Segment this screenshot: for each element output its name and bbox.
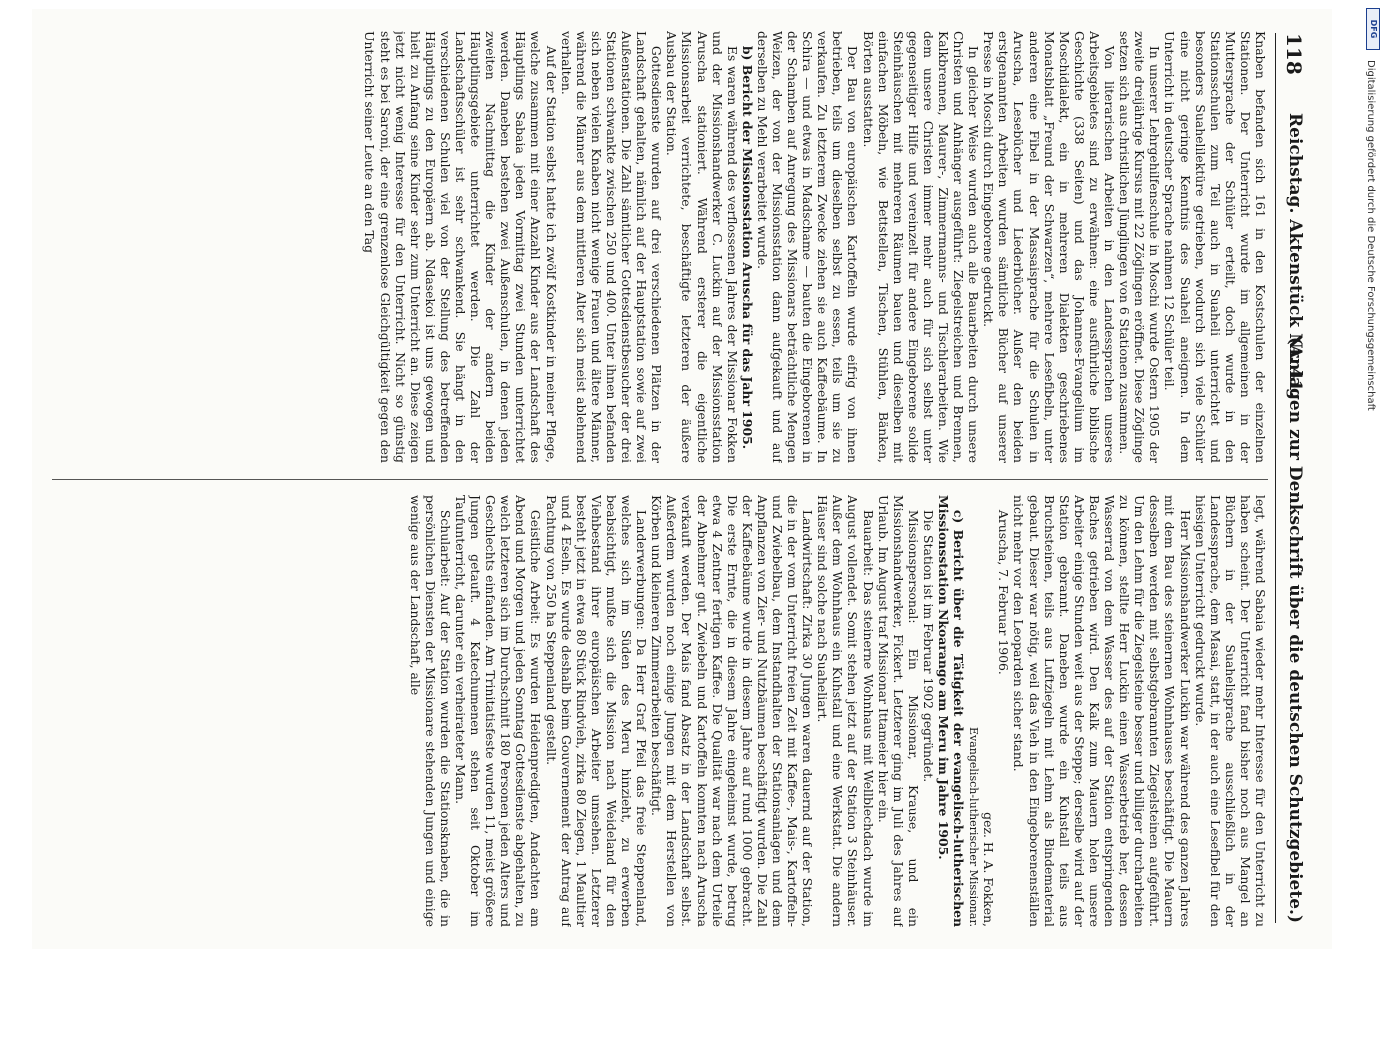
- column-divider: [52, 479, 1268, 480]
- paragraph: Missionspersonal: Ein Missionar, Krause, und ein Missionshandwerker, Fickert. Letzterer ging im Juli des Jahres auf Urlaub. Im August traf Missionar Ittameier hier ein.: [875, 495, 921, 927]
- paragraph: Landerwerbungen: Da Herr Graf Pfeil das freie Steppenland, welches sich im Süden des Meru hinzieht, zu erwerben beabsichtigt, mußte sich die Mission nach Weideland für den Viehbestand ihrer europäischen Arbeiter umsehen. Letzterer besteht jetzt in etwa 80 Stück Rindvieh, zirka 80 Ziegen, 1 Maultier und 4 Eseln. Es wurde deshalb beim Gouvernement der Antrag auf Pachtung von 250 ha Steppenland gestellt.: [543, 495, 650, 927]
- paragraph: Herr Missionshandwerker Luckin war während des ganzen Jahres mit dem Bau des steinernen Wohnhauses beschäftigt. Die Mauern desselben werden mit selbstgebrannten Ziegelsteinen aufgeführt. Um den Lehm für die Ziegelsteine besser und billiger durcharbeiten zu können, stellte Herr Luckin einen Wasserbetrieb her, dessen Wasserrad von dem Wasser des auf der Station entspringenden Baches getrieben wird. Den Kalk zum Mauern holen unsere Arbeiter einige Stunden weit aus der Steppe; derselbe wird auf der Station gebrannt. Daneben wurde ein Kuhstall teils aus Bruchsteinen, teils aus Luftziegeln mit Lehm als Bindematerial gebaut. Dieser war nötig, weil das Vieh in den Eingeborenenställen nicht mehr vor den Leoparden sicher stand.: [1011, 495, 1193, 927]
- paragraph: In unserer Lehrgehilfenschule in Moschi wurde Ostern 1905 der zweite dreijährige Kursus mit 22 Zöglingen eröffnet. Diese Zöglinge setzen sich aus christlichen Jünglingen von 6 Stationen zusammen.: [1117, 31, 1163, 463]
- funding-notice: [1358, 10, 1378, 990]
- page-number: 118: [1282, 33, 1306, 75]
- paragraph: Gottesdienste wurden auf drei verschiedenen Plätzen in der Landschaft gehalten, nämlich auf der Hauptstation sowie auf zwei Außenstationen. Die Zahl sämtlicher Gottesdienstbesucher der drei Stationen schwankte zwischen 250 und 400. Unter ihnen befanden sich neben vielen Knaben nicht wenige Frauen und ältere Männer, während die Männer aus dem mittleren Alter sich meist ablehnend verhalten.: [558, 31, 665, 463]
- paragraph: Landwirtschaft: Zirka 30 Jungen waren dauernd auf der Station, die in der vom Unterricht freien Zeit mit Kaffee-, Mais-, Kartoffeln- und Zwiebelbau, dem Instandhalten der Stationsanlagen und dem Anpflanzen von Zier- und Nutzbäumen beschäftigt wurden. Die Zahl der Kaffeebäume wurde in diesem Jahre auf rund 1000 gebracht. Die erste Ernte, die in diesem Jahre eingeheimst wurde, betrug etwa 4 Zentner fertigen Kaffee. Die Qualität war nach dem Urteile der Abnehmer gut. Zwiebeln und Kartoffeln konnten nach Aruscha verkauft werden. Der Mais fand Absatz in der Landschaft selbst. Außerdem wurden noch einige Jungen mit dem Herstellen von Körben und kleineren Zimmerarbeiten beschäftigt.: [649, 495, 816, 927]
- right-column: [48, 495, 1268, 927]
- signature-title: Evangelisch-lutherischer Missionar.: [967, 726, 981, 927]
- page-header: [1275, 33, 1312, 923]
- paragraph: Schularbeit: Auf der Station wurden die Stationsknaben, die in persönlichen Diensten der Missionare stehenden Jungen und einige wenige aus der Landschaft, alle: [407, 495, 453, 927]
- paragraph: Der Bau von europäischen Kartoffeln wurde eifrig von ihnen betrieben, teils um dieselben selbst zu essen, teils um sie zu verkaufen. Zu letzterem Zwecke ziehen sie auch Kaffeebäume. In Schira — und etwas in Madschame — bauten die Eingeborenen in der Schamben auf Anregung des Missionars beträchtliche Mengen Weizen, der von der Missionsstation dann aufgekauft und auf derselben zu Mehl verarbeitet wurde.: [754, 31, 861, 463]
- paragraph: Es waren während des verflossenen Jahres der Missionar Fokken und der Missionshandwerker C. Luckin auf der Missionsstation Aruscha stationiert. Während ersterer die eigentliche Missionsarbeit verrichtete, beschäftigte letzteren der äußere Ausbau der Station.: [664, 31, 740, 463]
- paragraph: Geistliche Arbeit: Es wurden Heidenpredigten, Andachten am Abend und Morgen und jeden Sonntag Gottesdienste abgehalten, zu welch letzteren sich im Durchschnitt 180 Personen jeden Alters und Geschlechts einfanden. Am Trinitatisfeste wurden 11, meist größere Jungen getauft. 4 Katechumenen stehen seit Oktober im Taufunterricht, darunter ein verheirateter Mann.: [453, 495, 544, 927]
- dfg-logo-text: DFG: [1369, 19, 1378, 39]
- funding-notice-text: Digitalisierung gefördert durch die Deutsche Forschungsgemeinschaft: [1365, 60, 1376, 411]
- paragraph: In gleicher Weise wurden auch alle Bauarbeiten durch unsere Christen und Anhänger ausgeführt: Ziegelstreichen und Brennen, Kalkbrennen, Maurer-, Zimmermanns- und Tischlerarbeiten. Wie dem unsere Christen immer mehr auch für sich selbst unter gegenseitiger Hilfe und vereinzelt für andere Eingeborene solide Steinhäuschen mit mehreren Räumen bauen und dieselben mit einfachen Möbeln, wie Bettstellen, Tischen, Stühlen, Bänken, Börten ausstatten.: [860, 31, 982, 463]
- header-left-title: Reichstag. Aktenstück Nr. 41.: [1285, 113, 1305, 398]
- section-heading-b: b) Bericht der Missionsstation Aruscha für das Jahr 1905.: [739, 45, 755, 450]
- paragraph: Knaben befanden sich 161 in den Kostschulen der einzelnen Stationen. Der Unterricht wurde im allgemeinen in der Muttersprache der Schüler erteilt, doch wurde in den Stationsschulen zum Teil auch in Suaheli unterrichtet und besonders Suahelilektüre getrieben, wodurch sich viele Schüler eine nicht geringe Kenntnis des Suaheli aneignen. In dem Unterricht in deutscher Sprache nahmen 12 Schüler teil.: [1162, 31, 1268, 463]
- paragraph: Die Station ist im Februar 1902 gegründet.: [920, 509, 936, 783]
- section-heading-c: c) Bericht über die Tätigkeit der evangelisch-lutherischen Missionsstation Nkoarango am Meru im Jahre 1905.: [936, 495, 967, 927]
- header-right-title: (Anlagen zur Denkschrift über die deutschen Schutzgebiete.): [1285, 336, 1305, 923]
- document-page: [32, 9, 1332, 949]
- left-column: [48, 31, 1268, 463]
- place-date: Aruscha, 7. Februar 1906.: [996, 509, 1012, 675]
- paragraph: Bauarbeit: Das steinerne Wohnhaus mit Wellblechdach wurde im August vollendet. Somit stehen jetzt auf der Station 3 Steinhäuser. Außer dem Wohnhaus ein Kuhstall und eine Werkstatt. Die andern Häuser sind solche nach Suaheliart.: [815, 495, 876, 927]
- paragraph: legt, während Sabaia wieder mehr Interesse für den Unterricht zu haben scheint. Der Unterricht fand bisher noch aus Mangel an Büchern in der Suahelisprache ausschließlich in der Landessprache, dem Masai, statt, in der auch eine Lesefibel für den hiesigen Unterricht gedruckt wurde.: [1192, 495, 1268, 927]
- paragraph: Von literarischen Arbeiten in den Landessprachen unseres Arbeitsgebietes sind zu erwähnen: eine ausführliche biblische Geschichte (338 Seiten) und das Johannes-Evangelium im Moschidialekt, ein in mehreren Dialekten geschriebenes Monatsblatt „Freund der Schwarzen“, mehrere Lesefibeln, unter anderen eine Fibel in der Massaisprache für die Schulen in Aruscha, Lesebücher und Liederbücher. Außer den beiden erstgenannten Arbeiten wurden sämtliche Bücher auf unserer Presse in Moschi durch Eingeborene gedruckt.: [981, 31, 1118, 463]
- signature: gez. H. A. Fokken,: [981, 812, 997, 927]
- paragraph: Auf der Station selbst hatte ich zwölf Kostkinder in meiner Pflege, welche zusammen mit einer Anzahl Kinder aus der Landschaft des Häuptlings Sabaia jeden Vormittag zwei Stunden unterrichtet werden. Daneben bestehen zwei Außenschulen, in denen jeden zweiten Nachmittag die Kinder der andern beiden Häuptlingsgebiete unterrichtet werden. Die Zahl der Landschaftsschüler ist sehr schwankend. Sie hängt in den verschiedenen Schulen viel von der Stellung des betreffenden Häuptlings zu den Europäern ab. Ndasekoi ist uns gewogen und hielt zu Anfang seine Kinder sehr zum Unterricht an. Diese zeigen jetzt nicht wenig Interesse für den Unterricht. Nicht so günstig steht es bei Saroni, der eine grenzenlose Gleichgültigkeit gegen den Unterricht seiner Leute an den Tag: [362, 31, 559, 463]
